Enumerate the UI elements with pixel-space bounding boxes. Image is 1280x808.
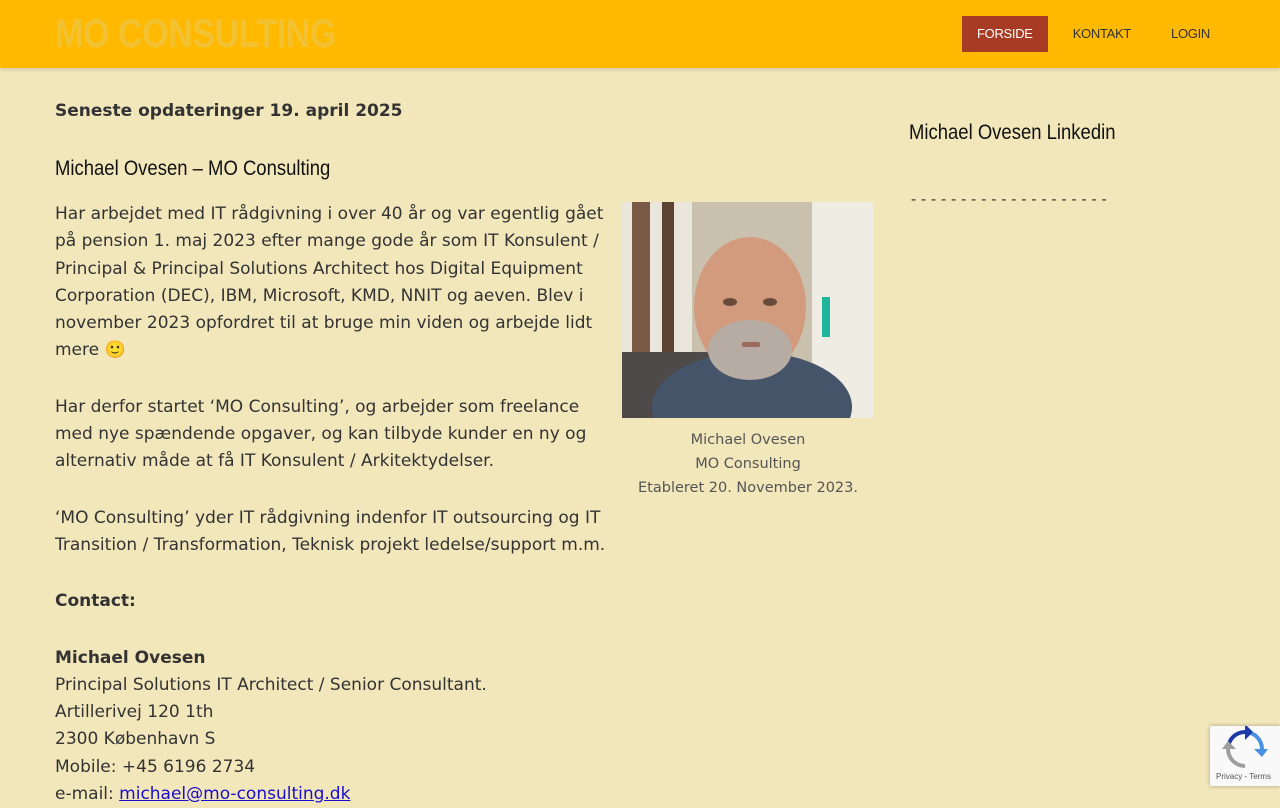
- contact-mobile: Mobile: +45 6196 2734: [55, 756, 256, 777]
- nav-item-kontakt[interactable]: KONTAKT: [1072, 26, 1132, 41]
- photo-caption: [622, 428, 874, 500]
- profile-figure: [622, 202, 874, 500]
- contact-street: Artillerivej 120 1th: [55, 702, 214, 723]
- recaptcha-badge[interactable]: [1210, 726, 1280, 786]
- last-updated-text: Seneste opdateringer 19. april 2025: [55, 101, 403, 121]
- sidebar-linkedin-title[interactable]: Michael Ovesen Linkedin: [909, 121, 1116, 144]
- intro-paragraph: Har arbejdet med IT rådgivning i over 40 år og var egentlig gået på pension 1. maj 2023 efter mange gode år som IT Konsulent / Principal & Principal Solutions Architect hos Digital Equipment Corporation (DEC), IBM, Microsoft, KMD, NNIT og aeven. Blev i november 2023 opfordret til at bruge min viden og arbejde lidt mere 🙂: [55, 204, 604, 361]
- contact-email-line: [55, 781, 615, 808]
- caption-name: Michael Ovesen: [690, 432, 806, 448]
- contact-name: Michael Ovesen: [55, 647, 206, 668]
- email-link[interactable]: michael@mo-consulting.dk: [119, 784, 351, 805]
- contact-role: Principal Solutions IT Architect / Senior Consultant.: [55, 674, 487, 695]
- caption-established: Etableret 20. November 2023.: [638, 480, 858, 496]
- recaptcha-icon: [1210, 726, 1280, 774]
- portrait-image: [622, 202, 874, 418]
- article-body: [55, 201, 615, 808]
- caption-company: MO Consulting: [695, 456, 801, 472]
- sidebar-separator: --------------------: [909, 190, 1110, 208]
- recaptcha-links[interactable]: Privacy - Terms: [1216, 772, 1271, 781]
- top-bar: [0, 0, 1280, 68]
- nav-item-login[interactable]: LOGIN: [1171, 26, 1210, 41]
- contact-block: [55, 645, 615, 808]
- sidebar: [909, 118, 1229, 208]
- contact-city: 2300 København S: [55, 729, 216, 750]
- nav-item-forside[interactable]: FORSIDE: [962, 16, 1048, 52]
- profile-photo: [622, 202, 874, 418]
- site-logo[interactable]: MO CONSULTING: [55, 12, 336, 56]
- main-nav: [952, 16, 1225, 52]
- freelance-paragraph: Har derfor startet ‘MO Consulting’, og arbejder som freelance med nye spændende opgaver, og kan tilbyde kunder en ny og alternativ måde at få IT Konsulent / Arkitektydelser.: [55, 396, 587, 472]
- page-title: Michael Ovesen – MO Consulting: [55, 157, 331, 180]
- email-label: e-mail:: [55, 784, 120, 805]
- services-paragraph: ‘MO Consulting’ yder IT rådgivning indenfor IT outsourcing og IT Transition / Transformation, Teknisk projekt ledelse/support m.m.: [55, 507, 606, 555]
- contact-heading: Contact:: [55, 591, 136, 612]
